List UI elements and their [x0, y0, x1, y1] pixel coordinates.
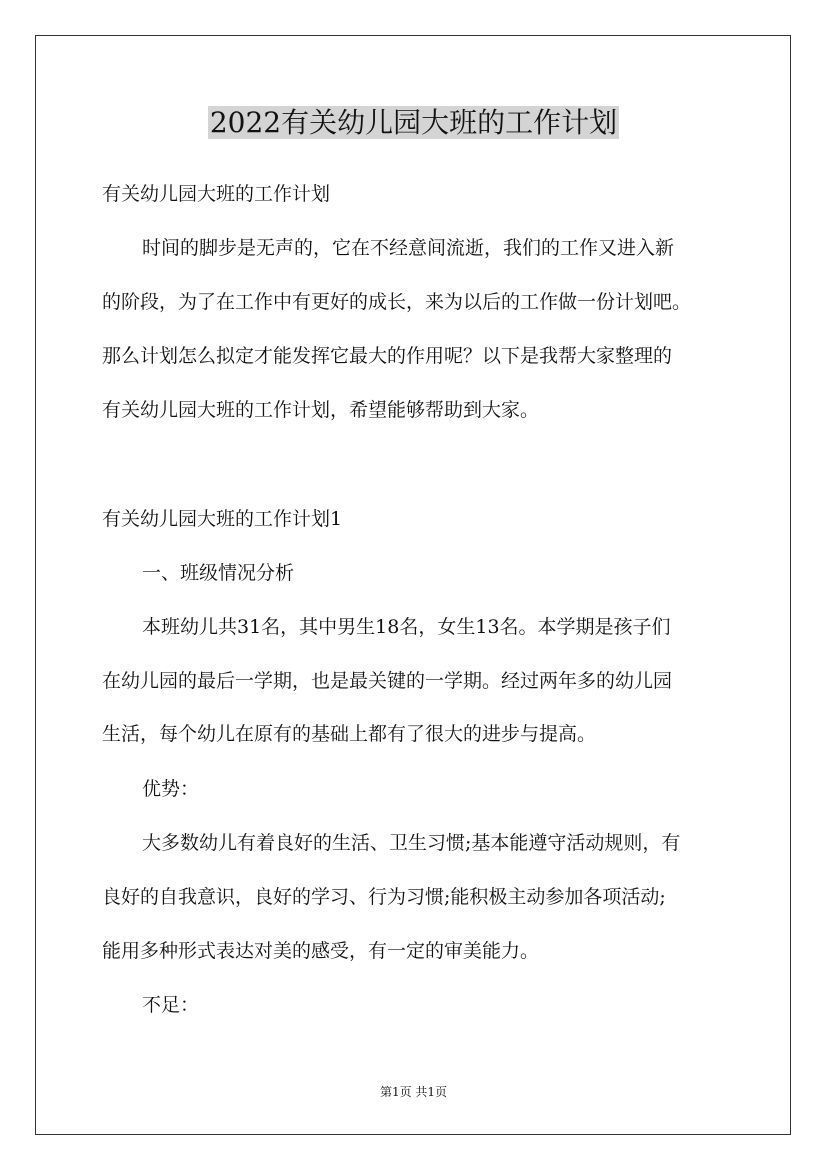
para2-line-1: 大多数幼儿有着良好的生活、卫生习惯;基本能遵守活动规则，有: [142, 832, 681, 854]
section-title: 有关幼儿园大班的工作计划1: [102, 508, 343, 530]
para2-line-3: 能用多种形式表达对美的感受，有一定的审美能力。: [102, 940, 540, 962]
document-subtitle: 有关幼儿园大班的工作计划: [102, 183, 331, 205]
shortage-label: 不足：: [142, 994, 200, 1016]
intro-line-2: 的阶段，为了在工作中有更好的成长，来为以后的工作做一份计划吧。: [102, 291, 692, 313]
para1-line-2: 在幼儿园的最后一学期，也是最关键的一学期。经过两年多的幼儿园: [102, 670, 673, 692]
intro-line-3: 那么计划怎么拟定才能发挥它最大的作用呢？以下是我帮大家整理的: [102, 345, 673, 367]
para1-line-1: 本班幼儿共31名，其中男生18名，女生13名。本学期是孩子们: [142, 616, 671, 638]
document-title-text: 2022有关幼儿园大班的工作计划: [209, 106, 618, 139]
advantage-label: 优势：: [142, 778, 200, 800]
intro-line-1: 时间的脚步是无声的，它在不经意间流逝，我们的工作又进入新: [142, 237, 675, 259]
document-title: [0, 100, 827, 146]
page-footer: 第1页 共1页: [379, 1085, 448, 1099]
para2-line-2: 良好的自我意识，良好的学习、行为习惯;能积极主动参加各项活动;: [102, 886, 666, 908]
heading-class-analysis: 一、班级情况分析: [142, 562, 295, 584]
intro-line-4: 有关幼儿园大班的工作计划，希望能够帮助到大家。: [102, 399, 540, 421]
para1-line-3: 生活，每个幼儿在原有的基础上都有了很大的进步与提高。: [102, 723, 597, 745]
